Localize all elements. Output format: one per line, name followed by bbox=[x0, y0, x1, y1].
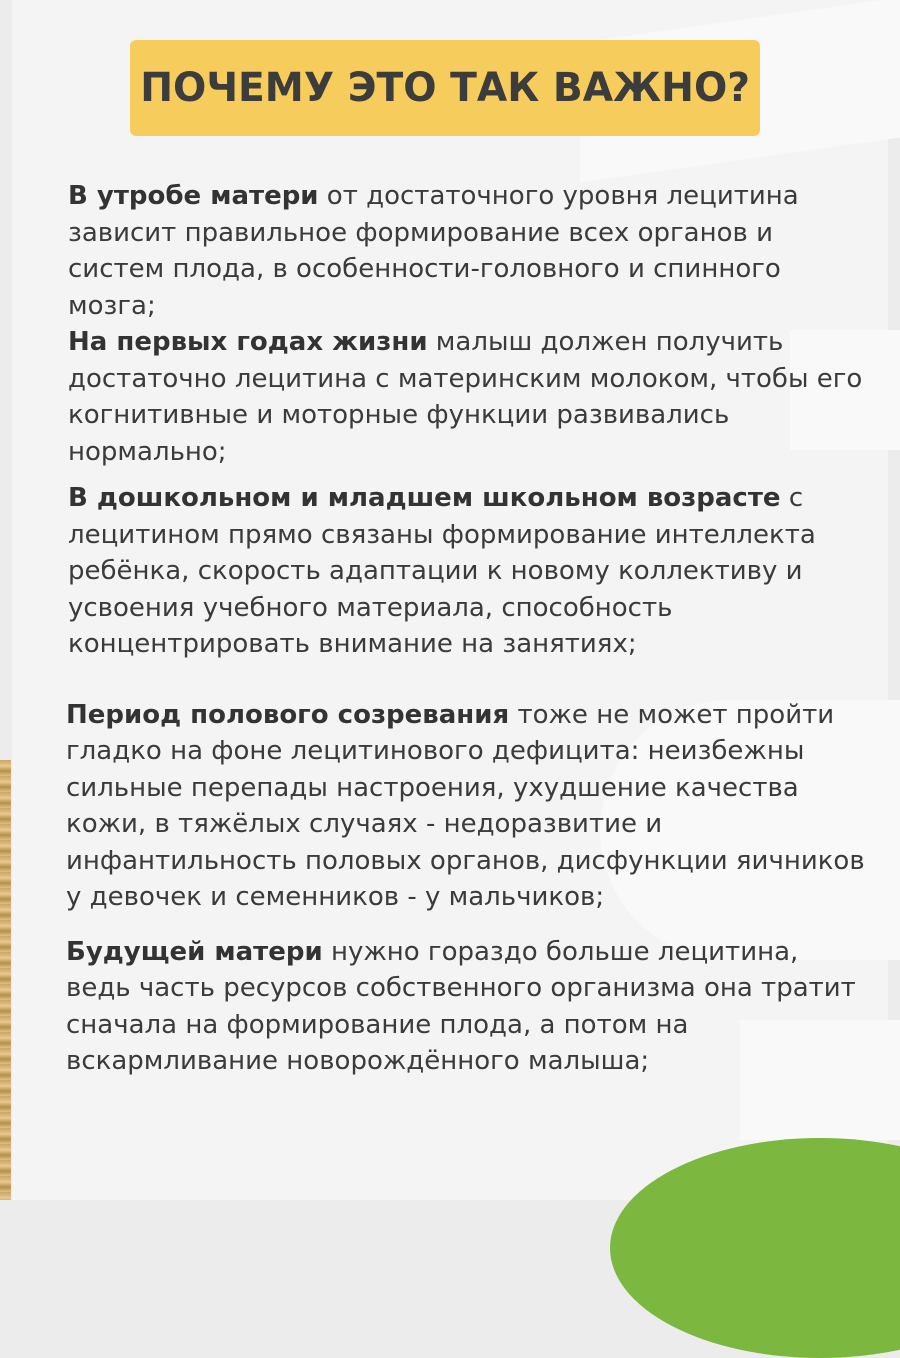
paragraph bbox=[66, 697, 868, 916]
paragraph-lead: Будущей матери bbox=[66, 936, 323, 967]
paragraph-lead: На первых годах жизни bbox=[68, 327, 428, 357]
paragraph bbox=[68, 178, 868, 324]
paragraph-lead: Период полового созревания bbox=[66, 699, 510, 730]
paragraph bbox=[68, 324, 868, 470]
page-title: ПОЧЕМУ ЭТО ТАК ВАЖНО? bbox=[140, 65, 750, 111]
content-body bbox=[68, 178, 868, 1080]
paragraph-lead: В дошкольном и младшем школьном возрасте bbox=[68, 483, 781, 513]
paragraph-text: тоже не может пройти гладко на фоне лецитинового дефицита: неизбежны сильные перепады настроения, ухудшение качества кожи, в тяжёлых случаях - недоразвитие и инфантильность половых органов, дисфункции яичников у девочек и семенников - у мальчиков; bbox=[66, 699, 865, 912]
paragraph-text: малыш должен получить достаточно лецитина с материнским молоком, чтобы его когнитивные и моторные функции развивались нормально; bbox=[68, 327, 863, 467]
paragraph-text: от достаточного уровня лецитина зависит правильное формирование всех органов и систем плода, в особенности-головного и спинного мозга; bbox=[68, 181, 799, 321]
paragraph-text: нужно гораздо больше лецитина, ведь часть ресурсов собственного организма она тратит сначала на формирование плода, а потом на вскармливание новорождённого малыша; bbox=[66, 936, 856, 1076]
paragraph-text: с лецитином прямо связаны формирование интеллекта ребёнка, скорость адаптации к новому коллективу и усвоения учебного материала, способность концентрировать внимание на занятиях; bbox=[68, 483, 816, 659]
title-banner bbox=[130, 40, 760, 136]
paragraph-lead: В утробе матери bbox=[68, 181, 319, 211]
paragraph bbox=[66, 934, 868, 1080]
paragraph bbox=[68, 480, 868, 663]
grain-image-strip bbox=[0, 760, 11, 1200]
